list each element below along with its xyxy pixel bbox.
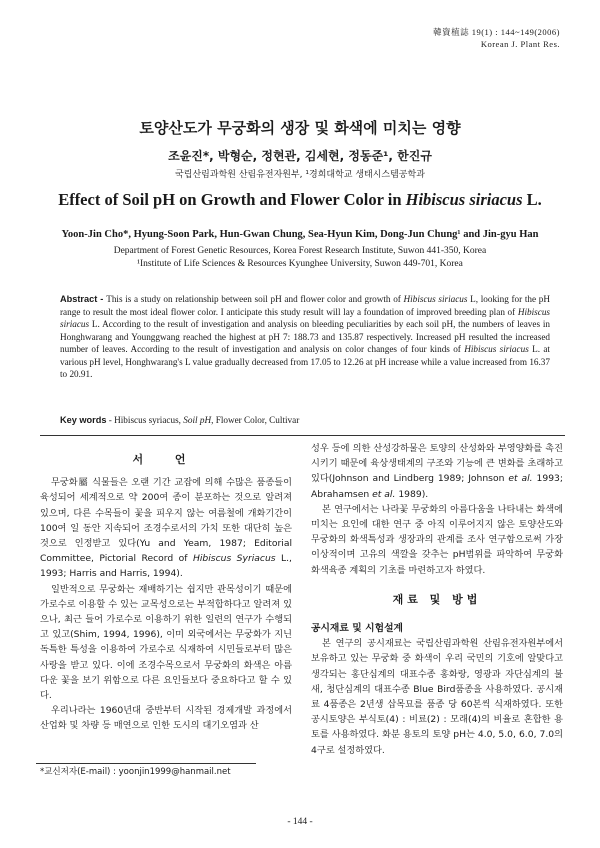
paragraph xyxy=(311,441,563,502)
english-authors: Yoon-Jin Cho*, Hyung-Soon Park, Hun-Gwan Chung, Sea-Hyun Kim, Dong-Jun Chung¹ and Jin-gyu Han xyxy=(61,229,539,240)
paragraph: 우리나라는 1960년대 중반부터 시작된 경제개발 과정에서 산업화 및 차량 등 매연으로 인한 도시의 대기오염과 산 xyxy=(40,705,292,732)
paragraph-italic: et al. xyxy=(508,473,533,485)
keywords xyxy=(60,415,550,425)
paragraph-text: 성우 등에 의한 산성강하물은 토양의 산성화와 부영양화를 촉진시키기 때문에 육상생태계의 구조와 기능에 큰 변화를 초래하고 있다(Johnson and Lindberg 1989; Johnson xyxy=(311,443,563,485)
paragraph: 본 연구에서는 나라꽃 무궁화의 아름다움을 나타내는 화색에 미치는 요인에 대한 연구 중 아직 이루어지지 않은 토양산도와 무궁화의 화색특성과 생장과의 관계를 조사 연구함으로써 가장 이상적이며 고유의 색깔을 갖추는 pH범위를 파악하여 무궁화 화색육종 계획의 기초를 마련하고자 하였다. xyxy=(311,503,563,576)
right-column xyxy=(311,441,563,758)
section-divider xyxy=(40,435,565,436)
affiliation-1: Department of Forest Genetic Resources, Korea Forest Research Institute, Suwon 441-350, Korea xyxy=(113,246,487,256)
keywords-label: Key words xyxy=(60,415,107,425)
english-title-main: Effect of Soil pH on Growth and Flower Color in xyxy=(58,190,406,209)
abstract-text-2: L, looking for the pH range to result the most ideal flower color. I anticipate this study result will lay a foundation of improved breeding plan of xyxy=(60,294,550,317)
korean-affiliation: 국립산림과학원 산림유전자원부, ¹경희대학교 생태시스템공학과 xyxy=(175,170,425,180)
english-title xyxy=(0,190,600,210)
korean-title: 토양산도가 무궁화의 생장 및 화색에 미치는 영향 xyxy=(139,119,461,137)
abstract xyxy=(60,293,550,381)
korean-authors: 조윤진*, 박형순, 정현관, 김세현, 정동준¹, 한진규 xyxy=(168,149,432,163)
abstract-text-3: L. According to the result of investigation and analysis on bleeding peculiarities by each soil pH, the numbers of leaves in Honghwarang and Younggwang reached the highest at pH 7: 188.73 and 135.87 respectively. Increased pH resulted the increased number of leaves. According to the result of investigation and analysis on color changes of four kinds of xyxy=(60,319,550,354)
journal-volume: 韓資植誌 19(1) : 144~149(2006) xyxy=(433,27,560,37)
abstract-species-2: Hibiscus siriacus xyxy=(60,306,550,329)
paragraph-italic: Hibiscus Syriacus xyxy=(192,553,276,565)
paragraph-italic-2: et al. xyxy=(372,488,396,500)
abstract-text-4: L. at various pH level, Honghwarang's L value gradually decreased from 17.05 to 12.26 at pH increase while a value increased from 16.37 to 20.91. xyxy=(60,344,550,379)
abstract-label: Abstract - xyxy=(60,294,107,304)
page-number: - 144 - xyxy=(287,817,313,827)
paragraph-text-mid: 1993; Abrahamsen xyxy=(311,473,563,500)
paragraph-text: 무궁화屬 식물들은 오랜 기간 교잡에 의해 수많은 품종들이 육성되어 세계적으로 약 200여 종이 분포하는 것으로 알려져 있으며, 다른 수목들이 꽃을 피우지 않는 여름철에 개화기간이 100여 일 동안 지속되어 조경수로서의 가치 또한 대단히 높은 것으로 인정받고 있다(Yu and Yeam, 1987; Editorial Committee, Pictorial Record of xyxy=(40,477,292,565)
paragraph-text-end: 1989). xyxy=(395,488,429,500)
section-heading-intro: 서 언 xyxy=(132,453,200,466)
journal-citation xyxy=(433,26,560,50)
left-column xyxy=(40,452,292,734)
section-heading-methods: 재료 및 방법 xyxy=(392,592,482,606)
paragraph-text-end: L., 1993; Harris and Harris, 1994). xyxy=(40,553,292,580)
english-affiliation xyxy=(40,245,560,271)
english-title-end: L. xyxy=(522,190,542,209)
keywords-text-2: , Flower Color, Cultivar xyxy=(211,415,300,425)
paragraph xyxy=(40,475,292,581)
journal-name: Korean J. Plant Res. xyxy=(480,39,560,49)
corresponding-author-footnote: *교신저자(E-mail) : yoonjin1999@hanmail.net xyxy=(40,767,231,777)
abstract-text-1: This is a study on relationship between soil pH and flower color and growth of xyxy=(106,294,404,304)
keywords-text-1: - Hibiscus syriacus, xyxy=(106,415,184,425)
affiliation-2: ¹Institute of Life Sciences & Resources Kyunghee University, Suwon 449-701, Korea xyxy=(137,259,463,269)
paragraph: 일반적으로 무궁화는 재배하기는 쉽지만 관목성이기 때문에 가로수로 이용할 수 있는 교목성으로는 부적합하다고 알려져 있으나, 최근 들어 가로수로 이용하기 위한 일련의 연구가 수행되고 있고(Shim, 1994, 1996), 이미 외국에서는 무궁화가 지닌 독특한 특성을 이용하여 가로수로 식재하여 시민들로부터 많은 사랑을 받고 있다. 이에 조경수목으로서 무궁화의 화색은 아름다운 꽃을 보기 위함으로 다른 요인들보다 중요하다고 할 수 있다. xyxy=(40,583,292,702)
english-title-species: Hibiscus siriacus xyxy=(405,190,523,209)
subsection-heading: 공시재료 및 시험설계 xyxy=(311,623,403,635)
keywords-italic: Soil pH xyxy=(183,415,212,425)
footnote-divider xyxy=(36,763,256,764)
abstract-species-1: Hibiscus siriacus xyxy=(403,294,468,304)
abstract-species-3: Hibiscus siriacus xyxy=(464,344,529,354)
paragraph: 본 연구의 공시재료는 국립산림과학원 산림유전자원부에서 보유하고 있는 무궁화 중 화색이 우리 국민의 기호에 알맞다고 생각되는 홍단심계의 대표수종 홍화랑, 영광과 자단심계의 불새, 청단심계의 대표수종 Blue Bird품종을 사용하였다. 공시재료 4품종은 2년생 삽목묘를 품종 당 60본씩 식재하였다. 또한 공시토양은 부식토(4) : 비료(2) : 모래(4)의 비율로 혼합한 용토를 사용하였다. 화분 용토의 토양 pH는 4.0, 5.0, 6.0, 7.0의 4구로 설정하였다. xyxy=(311,638,563,756)
